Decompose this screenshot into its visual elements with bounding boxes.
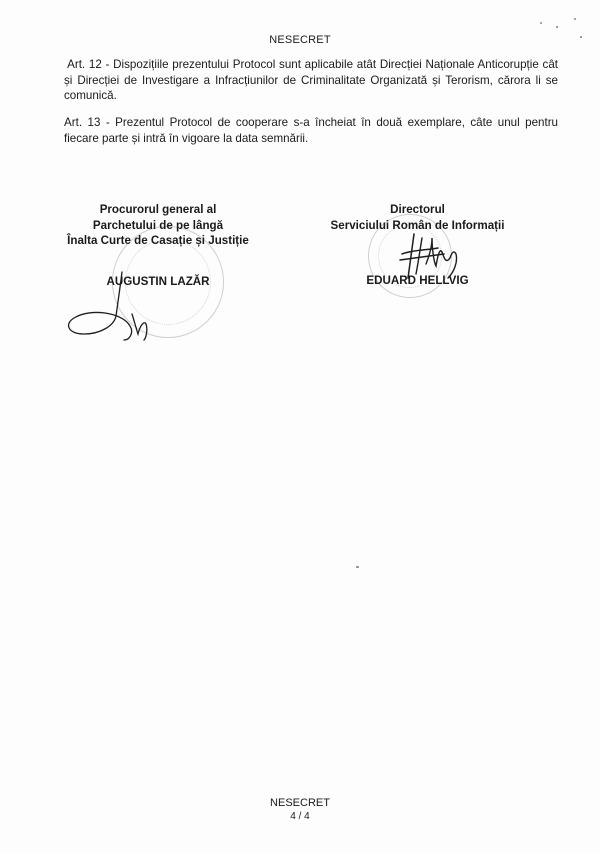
signatory-left-title-1: Procurorul general al [99,203,217,216]
footer [0,797,600,823]
signature-left [60,268,180,350]
signatory-left-title-2: Parchetului de pe lângă [92,218,224,232]
scan-speck [356,566,359,568]
signatory-right-title-2: Serviciului Român de Informații [330,218,505,232]
article-13 [64,115,558,146]
signatory-left-title-3: Înalta Curte de Casație și Justiție [67,234,249,247]
scan-speck [540,22,542,24]
signature-right [392,224,472,282]
scan-speck [556,26,558,28]
signatory-right-title-1: Directorul [390,203,445,216]
article-12-text: Art. 12 - Dispozițiile prezentului Protocol sunt aplicabile atât Direcției Naționale Anticorupție cât și Direcției de Investigare a Infracțiunilor de Criminalitate Organizată și Terorism, cărora li se comunică. [64,58,558,102]
scan-speck [580,36,582,38]
classification-header: NESECRET [269,34,331,46]
signatory-left-name: AUGUSTIN LAZĂR [106,274,210,288]
signatory-right-name: EDUARD HELLVIG [366,274,469,287]
article-12 [64,57,558,104]
scan-speck [574,18,576,20]
article-13-text: Art. 13 - Prezentul Protocol de cooperare s-a încheiat în două exemplare, câte unul pentru fiecare parte și intră în vigoare la data semnării. [64,116,558,145]
classification-footer: NESECRET [270,797,330,809]
page-number: 4 / 4 [290,811,310,822]
